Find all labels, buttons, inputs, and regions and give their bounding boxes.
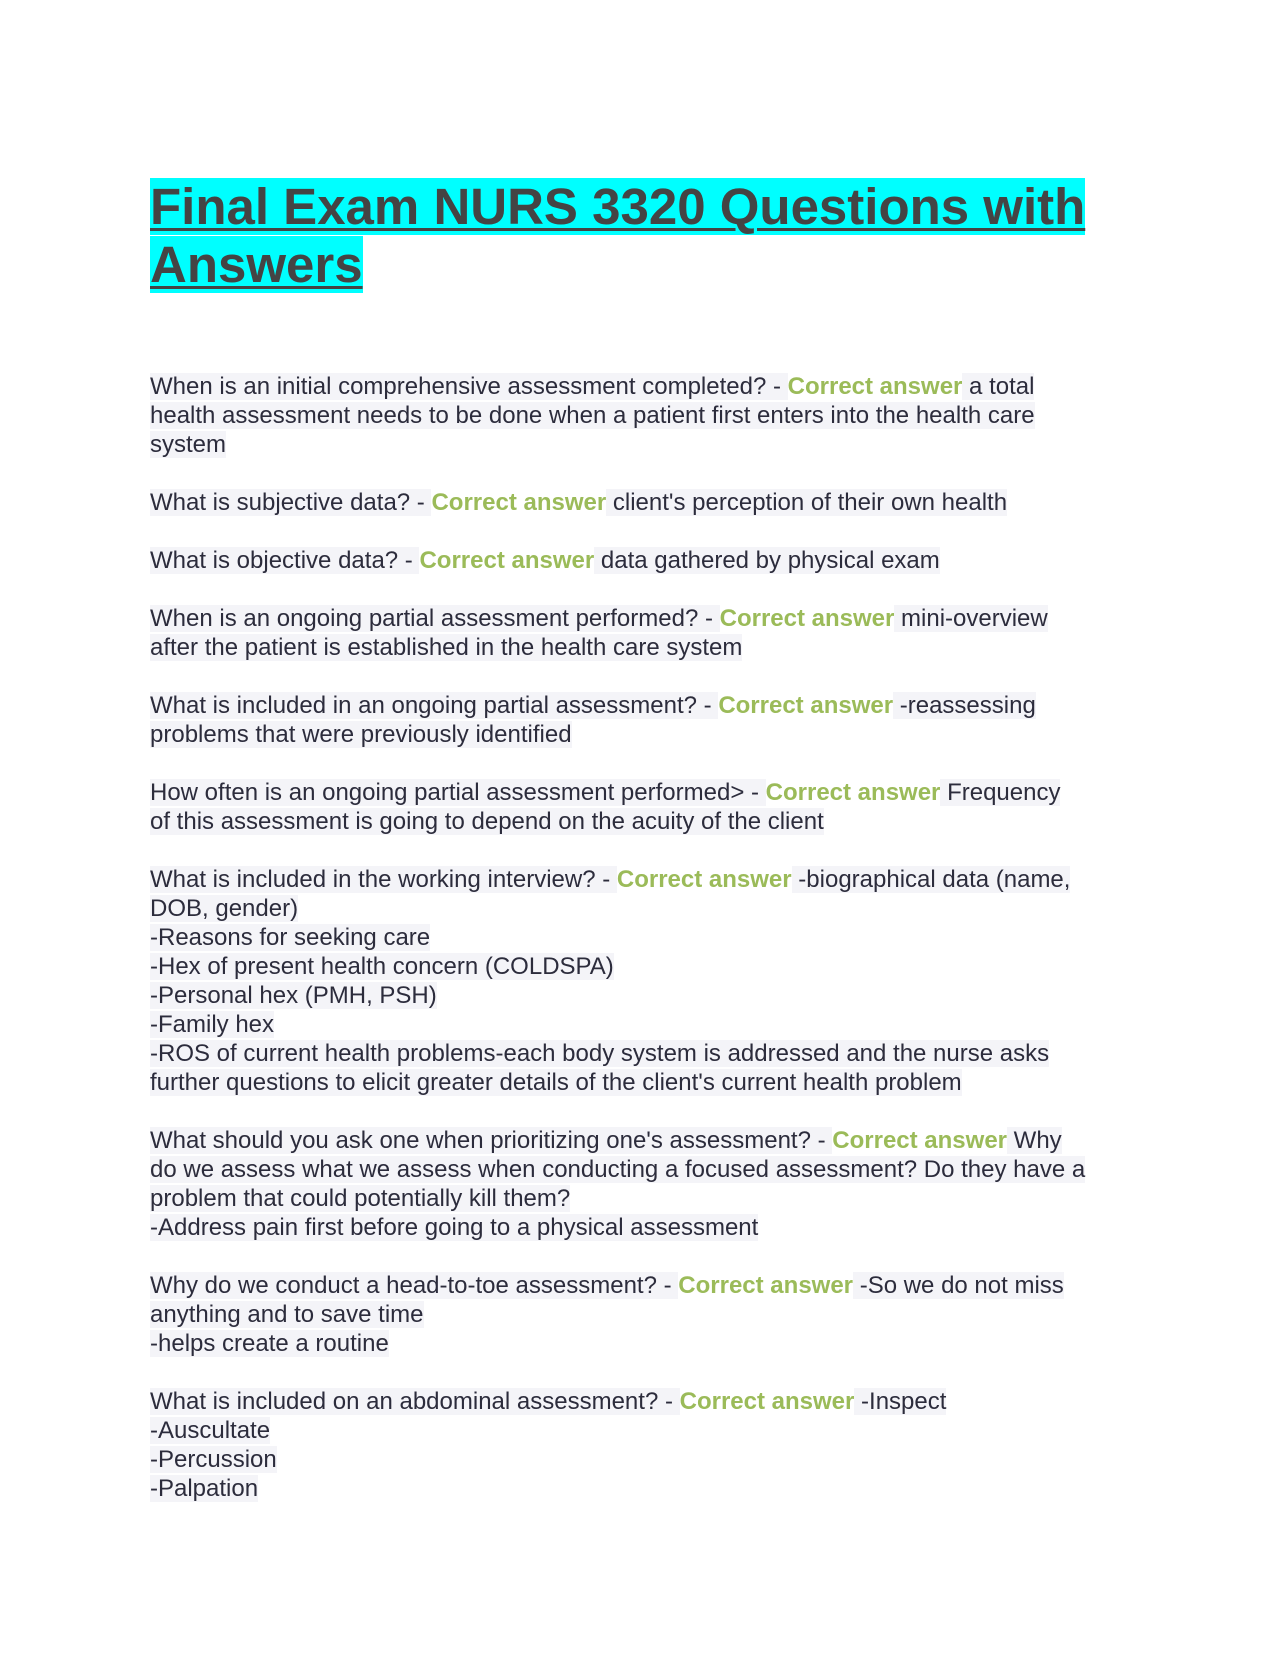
qa-item: [150, 1387, 1130, 1503]
qa-first-line: [150, 1271, 1130, 1300]
qa-first-line: [150, 546, 1130, 575]
answer-text: do we assess what we assess when conducting a focused assessment? Do they have a: [150, 1156, 1086, 1183]
question-text: How often is an ongoing partial assessment performed>: [150, 779, 745, 806]
answer-line: [150, 1155, 1130, 1184]
correct-answer-label: Correct answer: [616, 866, 792, 893]
answer-text: -Address pain first before going to a physical assessment: [150, 1214, 759, 1241]
separator: -: [595, 866, 617, 893]
qa-item: [150, 372, 1130, 459]
answer-line: [150, 952, 1130, 981]
answer-text: of this assessment is going to depend on the acuity of the client: [150, 808, 824, 835]
qa-item: [150, 1126, 1130, 1242]
correct-answer-label: Correct answer: [678, 1272, 854, 1299]
answer-line: [150, 1329, 1130, 1358]
answer-line: [150, 720, 1130, 749]
answer-text: -Reasons for seeking care: [150, 924, 431, 951]
separator: -: [398, 547, 420, 574]
qa-first-line: [150, 778, 1130, 807]
answer-text: -Palpation: [150, 1475, 259, 1502]
answer-line: [150, 1068, 1130, 1097]
separator: -: [744, 779, 766, 806]
separator: -: [810, 1127, 833, 1154]
answer-text: -So we do not miss: [853, 1272, 1064, 1299]
answer-line: [150, 923, 1130, 952]
answer-text: -ROS of current health problems-each body system is addressed and the nurse asks: [150, 1040, 1050, 1067]
answer-line: [150, 981, 1130, 1010]
question-text: Why do we conduct a head-to-toe assessment?: [150, 1272, 657, 1299]
question-text: What is objective data?: [150, 547, 399, 574]
answer-text: -Inspect: [854, 1388, 947, 1415]
answer-text: -Hex of present health concern (COLDSPA): [150, 953, 614, 980]
correct-answer-label: Correct answer: [719, 605, 895, 632]
question-text: What should you ask one when prioritizing one's assessment?: [150, 1127, 811, 1154]
answer-text: -Family hex: [150, 1011, 275, 1038]
document-title-text: Final Exam NURS 3320 Questions with Answers: [150, 178, 1086, 293]
qa-first-line: [150, 604, 1130, 633]
correct-answer-label: Correct answer: [419, 547, 595, 574]
qa-item: [150, 604, 1130, 662]
document-title: [150, 178, 1110, 294]
answer-text: Why: [1007, 1127, 1062, 1154]
answer-text: problem that could potentially kill them?: [150, 1185, 571, 1212]
qa-first-line: [150, 372, 1130, 401]
question-text: What is included in the working interview?: [150, 866, 596, 893]
question-text: What is subjective data?: [150, 489, 411, 516]
answer-text: anything and to save time: [150, 1301, 424, 1328]
qa-item: [150, 778, 1130, 836]
separator: -: [656, 1272, 679, 1299]
answer-text: further questions to elicit greater details of the client's current health problem: [150, 1069, 962, 1096]
answer-text: after the patient is established in the health care system: [150, 634, 743, 661]
answer-text: Frequency: [940, 779, 1061, 806]
answer-line: [150, 430, 1130, 459]
separator: -: [658, 1388, 680, 1415]
question-text: What is included on an abdominal assessment?: [150, 1388, 659, 1415]
qa-item: [150, 691, 1130, 749]
question-text: What is included in an ongoing partial assessment?: [150, 692, 697, 719]
answer-line: [150, 1184, 1130, 1213]
qa-first-line: [150, 488, 1130, 517]
answer-text: -helps create a routine: [150, 1330, 389, 1357]
answer-line: [150, 1474, 1130, 1503]
answer-text: data gathered by physical exam: [594, 547, 940, 574]
correct-answer-label: Correct answer: [431, 489, 607, 516]
correct-answer-label: Correct answer: [718, 692, 894, 719]
correct-answer-label: Correct answer: [679, 1388, 855, 1415]
answer-line: [150, 1039, 1130, 1068]
answer-line: [150, 1300, 1130, 1329]
answer-text: DOB, gender): [150, 895, 299, 922]
question-text: When is an initial comprehensive assessment completed?: [150, 373, 767, 400]
question-text: When is an ongoing partial assessment performed?: [150, 605, 699, 632]
qa-first-line: [150, 1387, 1130, 1416]
qa-item: [150, 488, 1130, 517]
answer-line: [150, 1010, 1130, 1039]
answer-text: problems that were previously identified: [150, 721, 572, 748]
answer-line: [150, 401, 1130, 430]
answer-text: system: [150, 431, 227, 458]
answer-text: -Personal hex (PMH, PSH): [150, 982, 437, 1009]
answer-line: [150, 894, 1130, 923]
qa-item: [150, 546, 1130, 575]
separator: -: [410, 489, 432, 516]
answer-text: -Percussion: [150, 1446, 277, 1473]
qa-list: [150, 372, 1130, 1532]
answer-line: [150, 633, 1130, 662]
answer-line: [150, 1416, 1130, 1445]
qa-item: [150, 865, 1130, 1097]
separator: -: [696, 692, 719, 719]
answer-text: -reassessing: [893, 692, 1036, 719]
qa-first-line: [150, 1126, 1130, 1155]
answer-line: [150, 1213, 1130, 1242]
answer-text: a total: [962, 373, 1035, 400]
answer-text: mini-overview: [894, 605, 1048, 632]
separator: -: [766, 373, 788, 400]
answer-text: -biographical data (name,: [791, 866, 1071, 893]
answer-text: client's perception of their own health: [606, 489, 1008, 516]
qa-first-line: [150, 865, 1130, 894]
answer-line: [150, 807, 1130, 836]
correct-answer-label: Correct answer: [832, 1127, 1008, 1154]
answer-text: -Auscultate: [150, 1417, 271, 1444]
separator: -: [698, 605, 720, 632]
qa-item: [150, 1271, 1130, 1358]
qa-first-line: [150, 691, 1130, 720]
correct-answer-label: Correct answer: [787, 373, 963, 400]
answer-text: health assessment needs to be done when a patient first enters into the health care: [150, 402, 1035, 429]
answer-line: [150, 1445, 1130, 1474]
correct-answer-label: Correct answer: [765, 779, 941, 806]
